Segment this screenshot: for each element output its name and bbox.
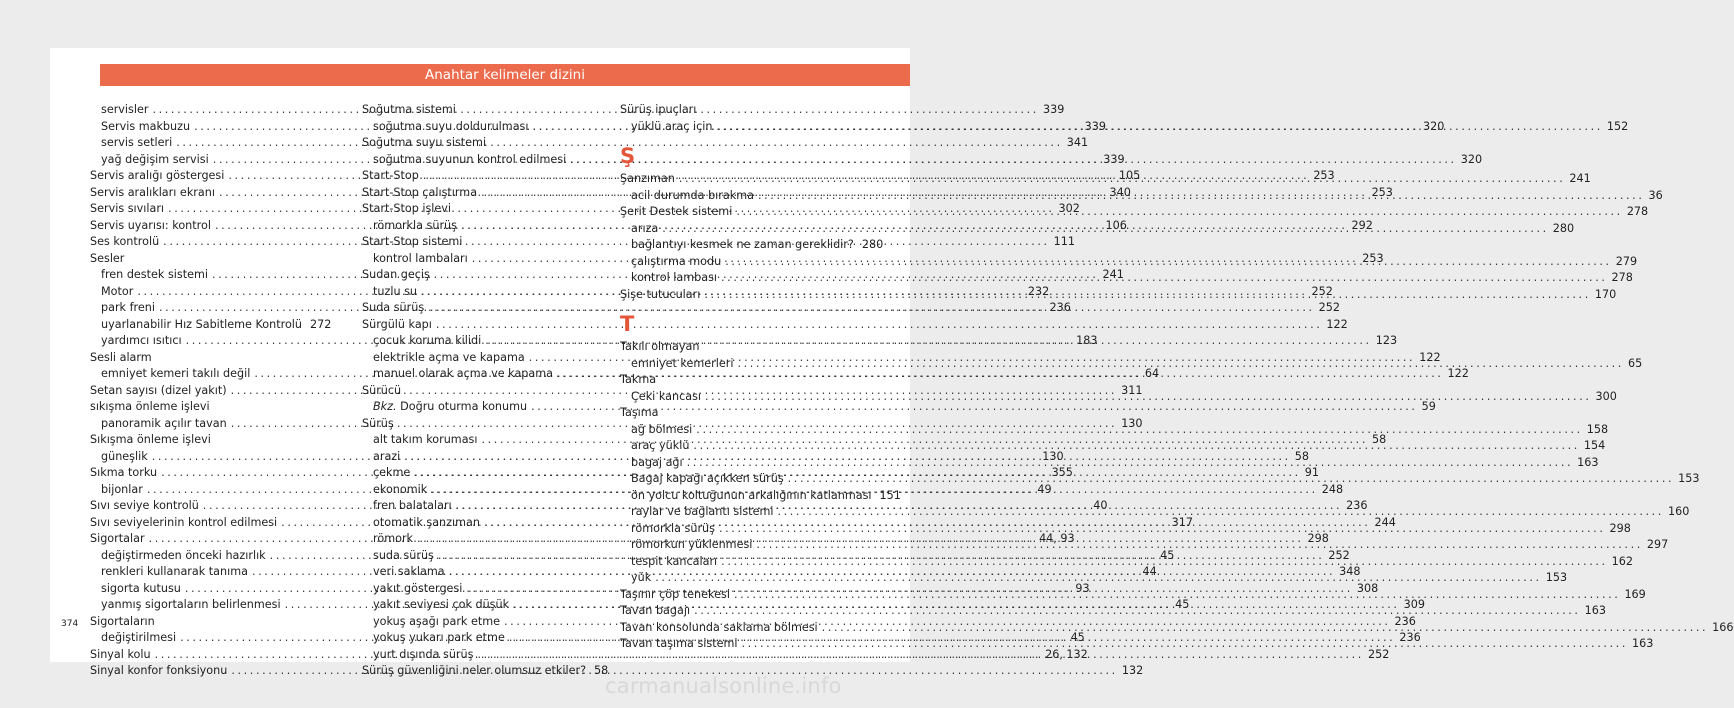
- entry-text: güneşlik: [101, 449, 148, 463]
- entry-text: yanmış sigortaların belirlenmesi: [101, 598, 281, 611]
- entry-text: Sıkma torku: [90, 466, 158, 479]
- entry-text: renkleri kullanarak tanıma: [101, 565, 248, 578]
- page-reference: 302: [1058, 202, 1080, 215]
- entry-text: Çeki kancası: [631, 389, 702, 403]
- entry-text: Start-Stop işlevi: [362, 202, 452, 215]
- entry-text: bağlantıyı kesmek ne zaman gereklidir?: [631, 238, 854, 251]
- page-reference: 49: [1037, 482, 1052, 496]
- entry-text: Takma: [620, 373, 657, 386]
- page-reference: 320: [1460, 152, 1483, 166]
- entry-text: Soğutma suyu sistemi: [362, 136, 487, 149]
- entry-text: Sigortaların: [90, 614, 155, 628]
- page-reference: 44, 93: [1039, 532, 1075, 545]
- page-reference: 280: [861, 238, 884, 251]
- entry-text: Setan sayısı (dizel yakıt): [90, 383, 227, 397]
- dot-leader: [742, 636, 1629, 653]
- page-reference: 163: [1584, 604, 1606, 617]
- page-reference: 45: [1070, 631, 1085, 644]
- entry-text: Sıvı seviye kontrolü: [90, 499, 199, 512]
- entry-text: sıkışma önleme işlevi: [90, 400, 210, 413]
- page-reference: 355: [1051, 466, 1073, 479]
- entry-text: Sıkışma önleme işlevi: [90, 433, 211, 446]
- page-reference: 241: [1102, 268, 1124, 281]
- dot-leader: [777, 504, 1664, 521]
- page-reference: 339: [1103, 152, 1125, 166]
- index-letter-heading: T: [620, 312, 635, 336]
- page-reference: 253: [1362, 251, 1384, 265]
- entry-text: Sıvı seviyelerinin kontrol edilmesi: [90, 515, 278, 529]
- page-reference: 65: [1627, 356, 1643, 370]
- page-reference: 236: [1394, 614, 1416, 628]
- index-group-heading: [620, 102, 856, 119]
- entry-text: çocuk koruma kilidi: [373, 334, 482, 347]
- index-group-heading: [90, 251, 326, 268]
- entry-label: Doğru oturma konumu: [396, 400, 528, 413]
- page-reference: 280: [1552, 221, 1575, 235]
- page-reference: 279: [1615, 254, 1638, 268]
- dot-leader: [756, 537, 1643, 554]
- page-reference: 122: [1447, 367, 1469, 380]
- entry-text: Şerit Destek sistemi: [620, 205, 733, 218]
- page-reference: 91: [1304, 466, 1320, 479]
- entry-text: yardımcı ısıtıcı: [101, 334, 182, 347]
- dot-leader: [662, 221, 1549, 238]
- entry-text: çalıştırma modu: [631, 254, 722, 268]
- entry-text: arıza: [631, 221, 659, 235]
- index-group-heading: [620, 339, 856, 356]
- see-reference-label: Bkz.: [373, 400, 397, 413]
- entry-text: Bagaj kapağı açıkken sürüş: [631, 472, 784, 485]
- dot-leader: [694, 603, 1581, 620]
- entry-text: Sigortalar: [90, 532, 145, 545]
- entry-text: Motor: [101, 284, 134, 298]
- index-group-heading: [90, 350, 326, 367]
- entry-text: römorkla sürüş: [631, 521, 715, 535]
- page-reference: 45: [1160, 548, 1175, 562]
- page-reference: 278: [1611, 271, 1633, 284]
- entry-text: emniyet kemerleri: [631, 356, 734, 370]
- page-reference: 236: [1346, 499, 1368, 512]
- page-reference: 152: [1606, 119, 1629, 133]
- page-reference: 122: [1326, 317, 1348, 331]
- page-reference: 278: [1626, 205, 1649, 218]
- entry-text: panoramik açılır tavan: [101, 416, 227, 430]
- page-reference: 132: [1121, 664, 1144, 677]
- entry-text: Sesli alarm: [90, 350, 152, 364]
- dot-leader: [704, 287, 1591, 304]
- page-reference: 309: [1403, 598, 1425, 611]
- entry-text: arazi: [373, 449, 401, 463]
- entry-text: [373, 399, 527, 416]
- entry-text: alt takım koruması: [373, 433, 478, 446]
- entry-text: Servis aralıkları ekranı: [90, 185, 215, 199]
- entry-text: yokuş yukarı park etme: [373, 631, 505, 644]
- entry-text: yakıt seviyesi çok düşük: [373, 598, 510, 611]
- index-entry: [362, 663, 609, 680]
- entry-text: raylar ve bağlantı sistemi: [631, 505, 774, 518]
- entry-text: Sinyal kolu: [90, 647, 151, 661]
- entry-text: Şişe tutucuları: [620, 287, 701, 301]
- page-reference: 130: [1042, 449, 1064, 463]
- entry-text: yük: [631, 571, 652, 584]
- page-header: Anahtar kelimeler dizini: [100, 64, 910, 86]
- page-reference: 44: [1142, 565, 1157, 578]
- page-reference: 244: [1374, 515, 1396, 529]
- page-reference: 311: [1121, 383, 1143, 397]
- entry-text: tuzlu su: [373, 284, 418, 298]
- index-letter-heading: Ş: [620, 144, 636, 168]
- entry-text: Taşıma: [620, 406, 659, 419]
- page-reference: 163: [1577, 455, 1599, 469]
- page-reference: 252: [1311, 284, 1333, 298]
- index-page: [50, 48, 1734, 677]
- dot-leader: [696, 422, 1583, 439]
- entry-text: Taşınır çöp tenekesi: [620, 587, 730, 601]
- entry-text: Sudan geçiş: [362, 268, 430, 281]
- entry-text: yokuş aşağı park etme: [373, 614, 501, 628]
- page-reference: 320: [1422, 119, 1445, 133]
- entry-text: elektrikle açma ve kapama: [373, 350, 525, 364]
- entry-text: ön yolcu koltuğunun arkalığının katlanması: [631, 488, 872, 502]
- page-reference: 252: [1367, 647, 1390, 661]
- entry-text: fren destek sistemi: [101, 268, 208, 281]
- index-group-heading: [362, 135, 598, 152]
- dot-leader: [655, 570, 1542, 587]
- entry-text: Sinyal konfor fonksiyonu: [90, 664, 228, 677]
- index-group-heading: [90, 432, 326, 449]
- dot-leader: [822, 620, 1709, 637]
- entry-text: Start-Stop: [362, 169, 419, 182]
- page-reference: 160: [1667, 505, 1690, 518]
- dot-leader: [485, 333, 1372, 350]
- dot-leader: [721, 554, 1608, 571]
- page-reference: 130: [1121, 416, 1143, 430]
- index-group-heading: [362, 383, 598, 400]
- entry-text: soğutma suyu doldurulması: [373, 119, 529, 133]
- page-reference: 341: [1066, 136, 1089, 149]
- index-subentry: [90, 317, 332, 334]
- entry-text: suda sürüş: [373, 548, 434, 562]
- entry-text: tespit kancaları: [631, 554, 718, 568]
- page-reference: 45: [1175, 598, 1190, 611]
- page-reference: 58: [1372, 433, 1387, 446]
- page-reference: 241: [1569, 172, 1591, 185]
- page-reference: 111: [1053, 235, 1076, 248]
- page-reference: 105: [1118, 169, 1141, 182]
- page-reference: 64: [1144, 367, 1160, 380]
- page-reference: 308: [1356, 581, 1379, 595]
- page-reference: 162: [1611, 554, 1634, 568]
- entry-text: Start-Stop sistemi: [362, 235, 463, 248]
- entry-text: acil durumda bırakma: [631, 188, 754, 202]
- page-reference: 153: [1678, 472, 1700, 485]
- index-group-heading: [362, 416, 598, 433]
- entry-text: park freni: [101, 301, 155, 314]
- entry-text: Suda sürüş: [362, 301, 425, 314]
- dot-leader: [734, 587, 1621, 604]
- entry-text: değiştirmeden önceki hazırlık: [101, 548, 266, 562]
- dot-leader: [436, 317, 1323, 334]
- page-reference: 272: [310, 317, 332, 331]
- page-reference: 232: [1027, 284, 1050, 298]
- entry-text: servisler: [101, 103, 149, 116]
- page-reference: 236: [1049, 301, 1071, 314]
- entry-text: veri saklama: [373, 565, 445, 578]
- entry-text: soğutma suyunun kontrol edilmesi: [373, 152, 567, 166]
- entry-text: Ses kontrolü: [90, 235, 160, 248]
- page-reference: 248: [1321, 482, 1344, 496]
- page-reference: 339: [1084, 119, 1106, 133]
- page-reference: 40: [1093, 499, 1108, 512]
- entry-text: Tavan bagajı: [620, 604, 691, 617]
- page-reference: 26, 132: [1045, 647, 1088, 661]
- page-reference: 58: [594, 664, 609, 677]
- page-reference: 59: [1421, 400, 1436, 413]
- page-reference: 252: [1328, 548, 1350, 562]
- entry-text: servis setleri: [101, 136, 173, 149]
- dot-leader: [758, 188, 1645, 205]
- page-reference: 317: [1171, 515, 1194, 529]
- page-reference: 123: [1375, 334, 1398, 347]
- page-reference: 339: [1042, 103, 1065, 116]
- page-reference: 58: [1294, 449, 1310, 463]
- entry-text: bagaj ağı: [631, 455, 683, 469]
- entry-text: sigorta kutusu: [101, 581, 181, 595]
- entry-text: değiştirilmesi: [101, 631, 177, 644]
- entry-text: ekonomik: [373, 482, 428, 496]
- index-group-heading: [362, 201, 598, 218]
- page-reference: 169: [1624, 587, 1646, 601]
- page-reference: 170: [1594, 287, 1617, 301]
- entry-text: Takılı olmayan: [620, 340, 700, 353]
- entry-text: manuel olarak açma ve kapama: [373, 367, 554, 380]
- entry-text: uyarlanabilir Hız Sabitleme Kontrolü: [101, 317, 302, 331]
- page-reference: 106: [1105, 218, 1127, 232]
- entry-text: otomatik şanzıman: [373, 515, 480, 529]
- entry-text: kontrol lambası: [631, 271, 718, 284]
- dot-leader: [736, 204, 1623, 221]
- index-group-heading: [362, 102, 598, 119]
- dot-leader: [721, 270, 1608, 287]
- index-group-heading: [90, 614, 326, 631]
- entry-text: Tavan konsolunda saklama bölmesi: [620, 620, 818, 634]
- index-group-heading: [362, 267, 598, 284]
- page-reference: 252: [1318, 301, 1341, 314]
- page-reference: 348: [1339, 565, 1361, 578]
- index-group-heading: [362, 234, 598, 251]
- page-number: 374: [61, 619, 79, 629]
- page-reference: 36: [1648, 188, 1663, 202]
- entry-text: Servis uyarısı: kontrol: [90, 218, 211, 232]
- entry-text: Sesler: [90, 251, 125, 265]
- index-group-heading: [620, 372, 856, 389]
- entry-text: emniyet kemeri takılı değil: [101, 367, 251, 380]
- entry-text: yağ değişim servisi: [101, 152, 209, 166]
- page-reference: 340: [1109, 185, 1131, 199]
- page-reference: 158: [1586, 422, 1609, 436]
- page-reference: 236: [1399, 631, 1421, 644]
- entry-text: römork: [373, 532, 414, 545]
- entry-text: Şanzıman: [620, 172, 675, 185]
- entry-text: çekme: [373, 466, 411, 479]
- page-reference: 298: [1609, 521, 1631, 535]
- dot-leader: [687, 455, 1574, 472]
- page-reference: 253: [1313, 169, 1335, 182]
- index-subentry: [620, 488, 901, 505]
- entry-text: Sürgülü kapı: [362, 317, 432, 331]
- index-group-heading: [90, 399, 326, 416]
- entry-text: Tavan taşıma sistemi: [620, 637, 738, 650]
- entry-text: kontrol lambaları: [373, 251, 468, 265]
- page-reference: 300: [1595, 389, 1617, 403]
- page-reference: 93: [1075, 581, 1090, 595]
- page-reference: 297: [1646, 538, 1669, 551]
- entry-text: Sürüş güvenliğini neler olumsuz etkiler?: [362, 664, 587, 677]
- entry-text: Start-Stop çalıştırma: [362, 185, 478, 199]
- entry-text: araç yüklü: [631, 439, 690, 452]
- entry-text: yurt dışında sürüş: [373, 647, 474, 661]
- dot-leader: [737, 356, 1624, 373]
- dot-leader: [788, 471, 1675, 488]
- page-reference: 166: [1712, 620, 1734, 634]
- dot-leader: [719, 521, 1606, 538]
- entry-text: bijonlar: [101, 482, 143, 496]
- dot-leader: [705, 389, 1592, 406]
- entry-text: Soğutma sistemi: [362, 103, 456, 116]
- index-subentry: [620, 237, 884, 254]
- entry-text: Sürüş ipuçları: [620, 103, 697, 116]
- entry-text: ağ bölmesi: [631, 422, 693, 436]
- index-entry: [362, 317, 1348, 334]
- watermark: carmanualsonline.info: [605, 674, 842, 698]
- page-reference: 292: [1351, 218, 1373, 232]
- entry-text: Servis sıvıları: [90, 202, 165, 215]
- page-reference: 153: [1545, 571, 1568, 584]
- entry-text: fren balataları: [373, 499, 452, 512]
- dot-leader: [725, 254, 1612, 271]
- page-reference: 183: [1076, 334, 1098, 347]
- entry-text: römorkla sürüş: [373, 218, 457, 232]
- page-reference: 151: [879, 488, 901, 502]
- index-group-heading: [620, 405, 856, 422]
- entry-text: römorkun yüklenmesi: [631, 538, 753, 551]
- page-reference: 122: [1419, 350, 1441, 364]
- dot-leader: [693, 438, 1580, 455]
- dot-leader: [716, 119, 1603, 136]
- entry-text: Servis aralığı göstergesi: [90, 169, 225, 182]
- page-reference: 253: [1371, 185, 1393, 199]
- entry-text: Servis makbuzu: [101, 119, 191, 133]
- entry-text: Sürüş: [362, 416, 394, 430]
- entry-text: Sürücü: [362, 383, 402, 397]
- entry-text: yakıt göstergesi: [373, 581, 463, 595]
- dot-leader: [679, 171, 1566, 188]
- page-reference: 163: [1632, 637, 1654, 650]
- page-reference: 154: [1583, 439, 1606, 452]
- entry-text: yüklü araç için: [631, 119, 713, 133]
- page-reference: 298: [1307, 532, 1329, 545]
